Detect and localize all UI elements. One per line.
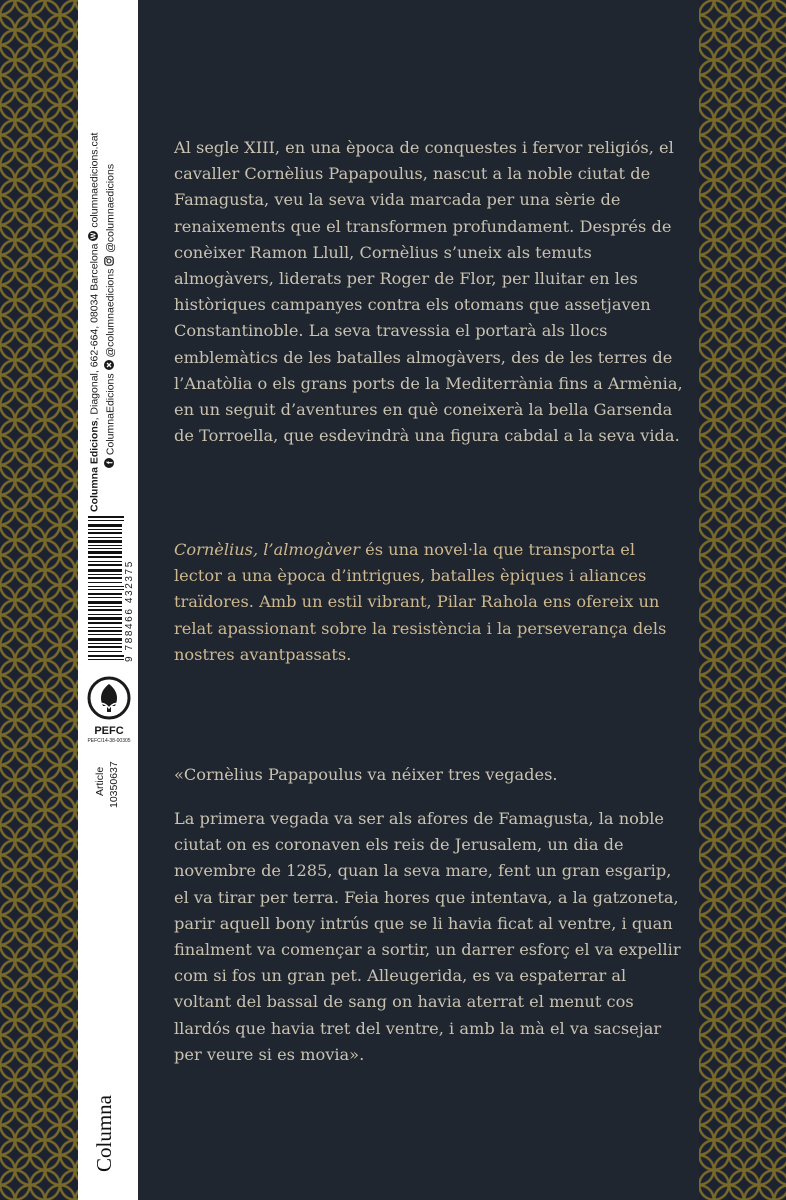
svg-text:W: W: [90, 232, 98, 239]
pitch-text: és una novel·la que transporta el lector a una època d’intrigues, batalles èpiques i aliances traïdores. Amb un estil vibrant, Pilar Rahola ens ofereix un relat apassionant sobre la resistència i la perseverança dels nostres avantpassats.: [174, 540, 667, 664]
isbn-digits: 9 788466 432375: [124, 560, 135, 662]
instagram-icon: [104, 256, 117, 266]
x-handle[interactable]: @columnaedicions: [104, 268, 117, 358]
excerpt-opening: [174, 762, 686, 788]
article-label: Article: [94, 766, 106, 796]
svg-text:f: f: [105, 461, 114, 464]
publisher-info: [88, 133, 101, 512]
x-icon: [104, 360, 117, 370]
facebook-handle[interactable]: ColumnaEdicions: [104, 373, 117, 456]
decorative-pattern-right: [699, 0, 786, 1200]
pefc-code: PEFC/14-38-00305: [87, 738, 131, 744]
social-links: [104, 164, 117, 468]
pefc-label: PEFC: [94, 725, 124, 737]
book-title-italic: Cornèlius, l’almogàver: [174, 540, 360, 559]
instagram-handle[interactable]: @columnaedicions: [104, 163, 117, 253]
pefc-logo: [84, 676, 134, 748]
website-link[interactable]: columnaedicions.cat: [88, 132, 101, 228]
excerpt-body: [174, 806, 686, 1068]
publisher-name: Columna Edicions: [88, 420, 101, 512]
imprint-logo: Columna: [92, 1095, 116, 1172]
publisher-address: , Diagonal, 662-664, 08034 Barcelona: [88, 243, 101, 421]
synopsis-paragraph: [174, 135, 686, 449]
excerpt-opening-text: «Cornèlius Papapoulus va néixer tres vegades.: [174, 765, 558, 784]
decorative-pattern-left: [0, 0, 78, 1200]
excerpt-body-text: La primera vegada va ser als afores de Famagusta, la noble ciutat on es coronaven els reis de Jerusalem, un dia de novembre de 1285, quan la seva mare, fent un gran esgarip, el va tirar per terra. Feia hores que intentava, a la gatzoneta, parir aquell bony intrús que se li havia ficat al ventre, i quan finalment va començar a sortir, un darrer esforç el va expellir com si fos un gran pet. Alleugerida, es va espaterrar al voltant del bassal de sang on havia aterrat el menut cos llardós que havia tret del ventre, i amb la mà el va sacsejar per veure si es movia».: [174, 809, 681, 1064]
web-icon: [88, 231, 101, 241]
article-code: 10350637: [108, 761, 120, 808]
pitch-paragraph: [174, 537, 686, 668]
synopsis-text: Al segle XIII, en una època de conquestes i fervor religiós, el cavaller Cornèlius Papapoulus, nascut a la noble ciutat de Famagusta, veu la seva vida marcada per una sèrie de renaixements que el transformen profundament. Després de conèixer Ramon Llull, Cornèlius s’uneix als temuts almogàvers, liderats per Roger de Flor, per lluitar en les històriques campanyes contra els otomans que assetjaven Constantinoble. La seva travessia el portarà als llocs emblemàtics de les batalles almogàvers, des de les terres de l’Anatòlia o els grans ports de la Mediterrània fins a Armènia, en un seguit d’aventures en què coneixerà la bella Garsenda de Torroella, que esdevindrà una figura cabdal a la seva vida.: [174, 138, 683, 446]
pefc-tree-icon: [87, 705, 131, 724]
facebook-icon: [104, 458, 117, 468]
